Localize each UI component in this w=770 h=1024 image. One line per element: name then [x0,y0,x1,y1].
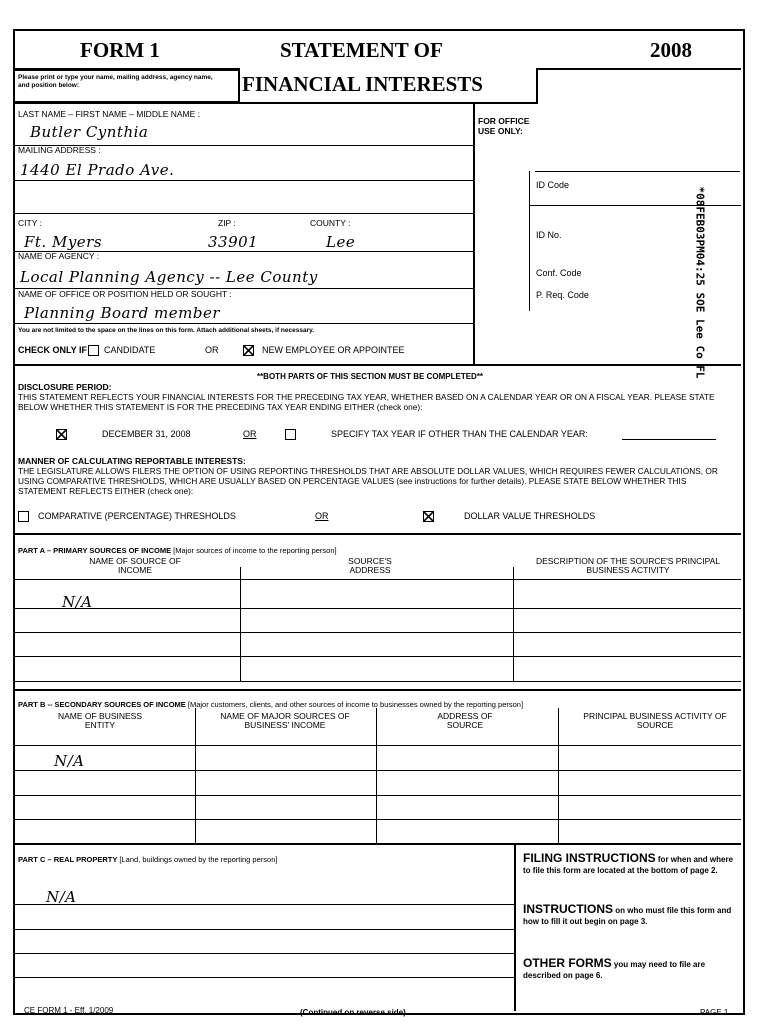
form-number: FORM 1 [80,38,160,62]
part-a-line-5 [14,681,741,682]
office-use-line-2 [529,205,741,206]
part-b-subtitle: [Major customers, clients, and other sources of income to businesses owned by the reporting person] [187,700,524,709]
other-body: you may need to file are described on page 6. [523,960,706,980]
part-a-vline-2 [513,567,514,681]
name-label: LAST NAME – FIRST NAME – MIDDLE NAME : [18,109,201,119]
candidate-checkbox[interactable] [88,345,99,356]
part-a-col2: SOURCE'S ADDRESS [348,556,392,575]
footer-continued: (Continued on reverse side) [300,1008,406,1017]
part-b-line-3 [14,795,741,796]
new-employee-checkbox[interactable] [243,345,254,356]
specify-line [622,439,716,440]
new-employee-label: NEW EMPLOYEE OR APPOINTEE [262,345,405,355]
specify-label: SPECIFY TAX YEAR IF OTHER THAN THE CALENDAR YEAR: [331,429,588,439]
instr-head: INSTRUCTIONS [523,902,613,916]
header-instruction-box [14,70,240,102]
dollar-label: DOLLAR VALUE THRESHOLDS [464,511,596,521]
section-divider-2 [14,533,741,535]
zip-field[interactable]: 33901 [208,233,259,251]
part-a-line-3 [14,632,741,633]
office-use-title: FOR OFFICE USE ONLY: [478,116,530,136]
instr-body: on who must file this form and how to fill it out begin on page 3. [523,906,732,926]
part-b-col3: ADDRESS OF SOURCE [437,711,493,730]
specify-checkbox[interactable] [285,429,296,440]
comparative-label: COMPARATIVE (PERCENTAGE) THRESHOLDS [38,511,236,521]
county-label: COUNTY : [310,218,351,228]
office-use-vline [529,171,530,311]
part-b-line-2 [14,770,741,771]
manner-title: MANNER OF CALCULATING REPORTABLE INTERESTS: [18,456,246,466]
manner-or: OR [315,511,329,521]
part-b-col1: NAME OF BUSINESS ENTITY [57,711,143,730]
section-divider-1 [14,364,741,366]
part-a-col1: NAME OF SOURCE OF INCOME [89,556,181,575]
part-a-vline-1 [240,567,241,681]
header-rule-right [536,68,741,70]
id-no-label: ID No. [536,230,562,240]
part-b-header [18,700,523,710]
form-year: 2008 [650,38,692,62]
part-c-line-1 [14,904,514,905]
disclosure-period-text: THIS STATEMENT REFLECTS YOUR FINANCIAL INTERESTS FOR THE PRECEDING TAX YEAR, WHETHER BASED ON A CALENDAR YEAR OR ON A FISCAL YEAR. PLEASE STATE BELOW WHETHER THIS STATEMENT IS FOR THE PRECEDING TAX YEAR ENDING EITHER (check one): [18,392,715,412]
part-b-line-1 [14,745,741,746]
filing-head: FILING INSTRUCTIONS [523,851,656,865]
part-c-line-2 [14,929,514,930]
filing-instructions [523,853,735,876]
footer-form-id: CE FORM 1 - Eff. 1/2009 [24,1006,114,1015]
zip-label: ZIP : [218,218,236,228]
part-b-col2: NAME OF MAJOR SOURCES OF BUSINESS' INCOME [220,711,350,730]
part-b-col4: PRINCIPAL BUSINESS ACTIVITY OF SOURCE [583,711,727,730]
comparative-checkbox[interactable] [18,511,29,522]
form-title-line1: STATEMENT OF [280,38,443,62]
part-b-title: PART B -- SECONDARY SOURCES OF INCOME [18,700,186,709]
part-b-vline-2 [376,708,377,843]
section-divider-3 [14,689,741,691]
instructions-note [523,904,735,927]
city-field[interactable]: Ft. Myers [24,233,103,251]
part-a-title: PART A – PRIMARY SOURCES OF INCOME [18,546,172,555]
part-b-entry[interactable]: N/A [54,752,85,770]
filing-body: for when and where to file this form are located at the bottom of page 2. [523,855,734,875]
check-mark-icon [57,430,66,439]
part-b-line-4 [14,819,741,820]
header-bottom [14,102,538,104]
conf-code-label: Conf. Code [536,268,582,278]
dec31-label: DECEMBER 31, 2008 [102,429,191,439]
part-b-vline-1 [195,708,196,843]
mailing-line-2 [14,213,473,214]
county-field[interactable]: Lee [326,233,356,251]
both-parts-note: **BOTH PARTS OF THIS SECTION MUST BE COMPLETED** [256,372,484,381]
part-a-line-4 [14,656,741,657]
office-label: NAME OF OFFICE OR POSITION HELD OR SOUGHT : [18,289,232,299]
part-a-header [18,546,337,556]
section-divider-4 [14,843,741,845]
dollar-checkbox[interactable] [423,511,434,522]
other-head: OTHER FORMS [523,956,612,970]
other-forms-note [523,958,735,981]
mailing-label: MAILING ADDRESS : [18,145,101,155]
form-title-line2: FINANCIAL INTERESTS [242,72,483,96]
dec31-checkbox[interactable] [56,429,67,440]
part-c-title: PART C – REAL PROPERTY [18,855,118,864]
city-label: CITY : [18,218,42,228]
disclosure-period-title: DISCLOSURE PERIOD: [18,382,112,392]
part-c-line-4 [14,977,514,978]
part-c-header [18,855,277,865]
manner-text: THE LEGISLATURE ALLOWS FILERS THE OPTION OF USING REPORTING THRESHOLDS THAT ARE ABSOLUTE DOLLAR VALUES, WHICH REQUIRES FEWER CALCULATIONS, OR USING COMPARATIVE THRESHOLDS, WHICH ARE USUALLY BASED ON PERCENTAGE VALUES (see instructions for further details). PLEASE STATE BELOW WHETHER THIS STATEMENT REFLECTS EITHER (check one): [18,466,718,496]
part-a-subtitle: [Major sources of income to the reporting person] [173,546,337,555]
office-use-line-1 [535,171,740,172]
mailing-line [14,180,473,181]
candidate-label: CANDIDATE [104,345,156,355]
check-mark-icon [244,346,253,355]
part-c-subtitle: [Land, buildings owned by the reporting person] [119,855,278,864]
header-instructions: Please print or type your name, mailing address, agency name, and position below: [18,74,213,89]
part-b-vline-3 [558,708,559,843]
period-or: OR [243,429,257,439]
p-req-code-label: P. Req. Code [536,290,589,300]
part-a-col3: DESCRIPTION OF THE SOURCE'S PRINCIPAL BUSINESS ACTIVITY [535,556,721,575]
check-mark-icon [424,512,433,521]
received-stamp: *08FEB03PM04:25 SOE Lee Co FL [693,186,707,379]
mailing-field[interactable]: 1440 El Prado Ave. [20,161,175,179]
part-a-line-2 [14,608,741,609]
id-code-label: ID Code [536,180,570,190]
agency-field[interactable]: Local Planning Agency -- Lee County [20,268,318,286]
part-a-line-1 [14,579,741,580]
check-or: OR [205,345,219,355]
info-divider [473,102,475,364]
title-box-right [536,68,538,102]
part-c-entry[interactable]: N/A [46,888,77,906]
office-field[interactable]: Planning Board member [24,304,220,322]
title-box-left [238,68,240,102]
name-field[interactable]: Butler Cynthia [30,123,149,141]
agency-label: NAME OF AGENCY : [18,251,100,261]
check-only-label: CHECK ONLY IF [18,345,88,355]
limit-note: You are not limited to the space on the lines on this form. Attach additional sheets, if necessary. [18,327,315,334]
office-line [14,323,473,324]
part-c-vline [514,843,516,1011]
footer-page: PAGE 1 [700,1008,729,1017]
part-a-entry[interactable]: N/A [62,593,93,611]
part-c-line-3 [14,953,514,954]
